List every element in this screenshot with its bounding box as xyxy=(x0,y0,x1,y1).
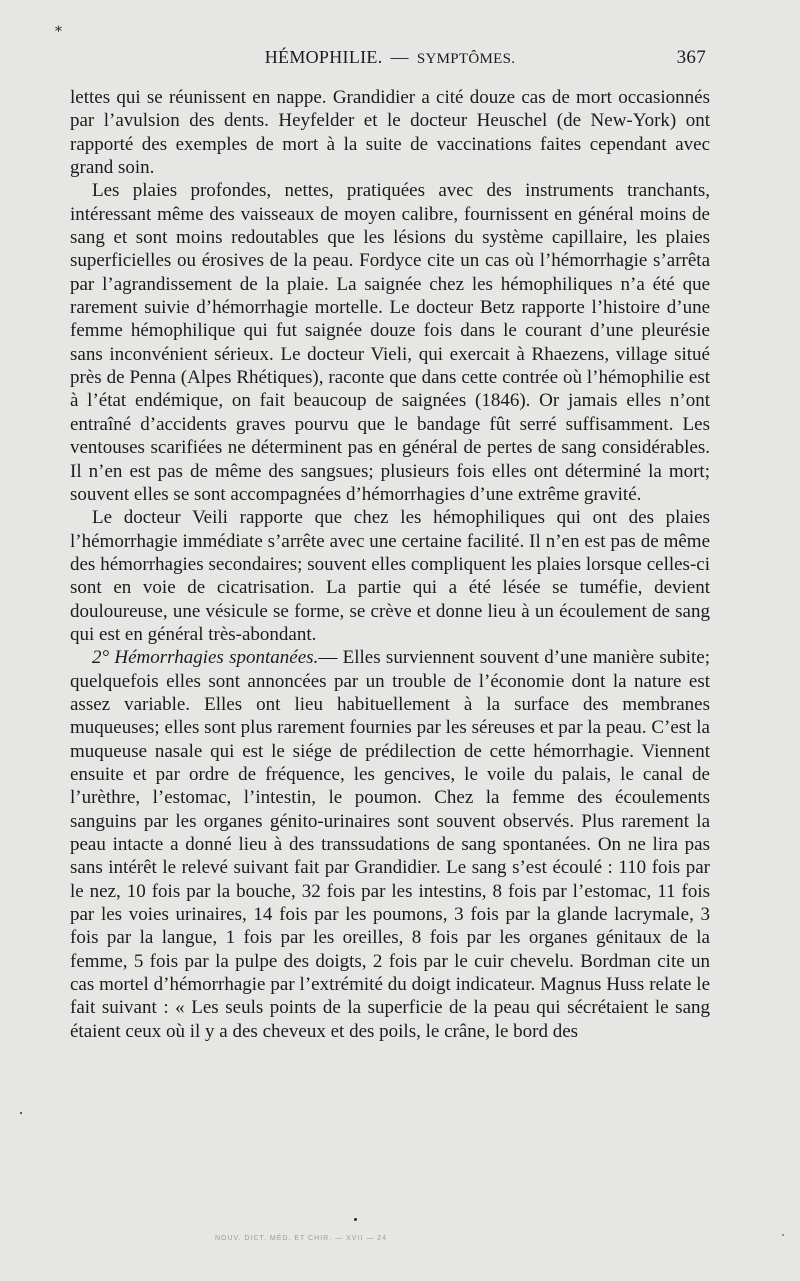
paragraph-text: — Elles surviennent souvent d’une manière subite; quelquefois elles sont annoncées par un trouble de l’économie dont la nature est assez variable. Elles ont lieu habituellement à la surface des membranes muqueuses; elles sont plus rarement fournies par les séreuses et par la peau. C’est la muqueuse nasale qui est le siége de prédilection de cette hémorrhagie. Viennent ensuite et par ordre de fréquence, les gencives, le voile du palais, le canal de l’urèthre, l’estomac, l’intestin, le poumon. Chez la femme des écoulements sanguins par les organes génito-urinaires sont souvent observés. Plus rarement la peau intacte a donné lieu à des transsudations de sang spontanées. On ne lira pas sans intérêt le relevé suivant fait par Grandidier. Le sang s’est écoulé : 110 fois par le nez, 10 fois par la bouche, 32 fois par les intestins, 8 fois par l’estomac, 11 fois par les voies urinaires, 14 fois par les poumons, 3 fois par la glande lacrymale, 3 fois par la langue, 1 fois par les oreilles, 8 fois par les organes génitaux de la femme, 5 fois par la pulpe des doigts, 2 fois par le cuir chevelu. Bordman cite un cas mortel d’hémorrhagie par l’extrémité du doigt indicateur. Magnus Huss relate le fait suivant : « Les seuls points de la superficie de la peau qui sécrétaient le sang étaient ceux où il y a des cheveux et des poils, le crâne, le bord des xyxy=(70,647,710,1042)
footer-signature: NOUV. DICT. MÉD. ET CHIR. — XVII — 24 xyxy=(215,1235,387,1242)
paragraph-text: lettes qui se réunissent en nappe. Grandidier a cité douze cas de mort occasionnés par l’avulsion des dents. Heyfelder et le docteur Heuschel (de New-York) ont rapporté des exemples de mort à la suite de vaccinations faites cependant avec grand soin. xyxy=(70,87,710,179)
ink-speck xyxy=(20,1112,22,1114)
paragraph xyxy=(70,506,710,646)
running-title-separator: — xyxy=(390,47,409,67)
paragraph xyxy=(70,86,710,179)
paragraph xyxy=(70,646,710,1043)
corner-mark: * xyxy=(55,24,62,40)
ink-speck xyxy=(354,1218,357,1221)
page-number: 367 xyxy=(676,47,706,68)
running-title-section: SYMPTÔMES. xyxy=(416,51,516,67)
ink-speck xyxy=(782,1234,784,1236)
section-heading: 2° Hémorrhagies spontanées. xyxy=(92,647,319,669)
running-title-main: HÉMOPHILIE. xyxy=(264,47,383,67)
running-header xyxy=(70,47,710,73)
paragraph-text: Les plaies profondes, nettes, pratiquées avec des instruments tranchants, intéressant même des vaisseaux de moyen calibre, fournissent en général moins de sang et sont moins redoutables que les lésions du système capillaire, les plaies superficielles ou érosives de la peau. Fordyce cite un cas où l’hémorrhagie s’arrêta par l’agrandissement de la plaie. La saignée chez les hémophiliques n’a été que rarement suivie d’hémorrhagie mortelle. Le docteur Betz rapporte l’histoire d’une femme hémophilique qui fut saignée douze fois dans le courant d’une pleurésie sans inconvénient sérieux. Le docteur Vieli, qui exercait à Rhaezens, village situé près de Penna (Alpes Rhétiques), raconte que dans cette contrée où l’hémophilie est à l’état endémique, on fait beaucoup de saignées (1846). Or jamais elles n’ont entraîné d’accidents graves pourvu que le bandage fût serré suffisamment. Les ventouses scarifiées ne déterminent pas en général de pertes de sang considérables. Il n’en est pas de même des sangsues; plusieurs fois elles ont déterminé la mort; souvent elles se sont accompagnées d’hémorrhagies d’une extrême gravité. xyxy=(70,180,710,505)
paragraph xyxy=(70,179,710,506)
paragraph-text: Le docteur Veili rapporte que chez les hémophiliques qui ont des plaies l’hémorrhagie immédiate s’arrête avec une certaine facilité. Il n’en est pas de même des hémorrhagies secondaires; souvent elles compliquent les plaies lorsque celles-ci sont en voie de cicatrisation. La partie qui a été lésée se tuméfie, devient douloureuse, une vésicule se forme, se crève et donne lieu à un écoulement de sang qui est en général très-abondant. xyxy=(70,507,710,645)
running-title xyxy=(70,47,710,68)
body-text xyxy=(70,86,710,1043)
